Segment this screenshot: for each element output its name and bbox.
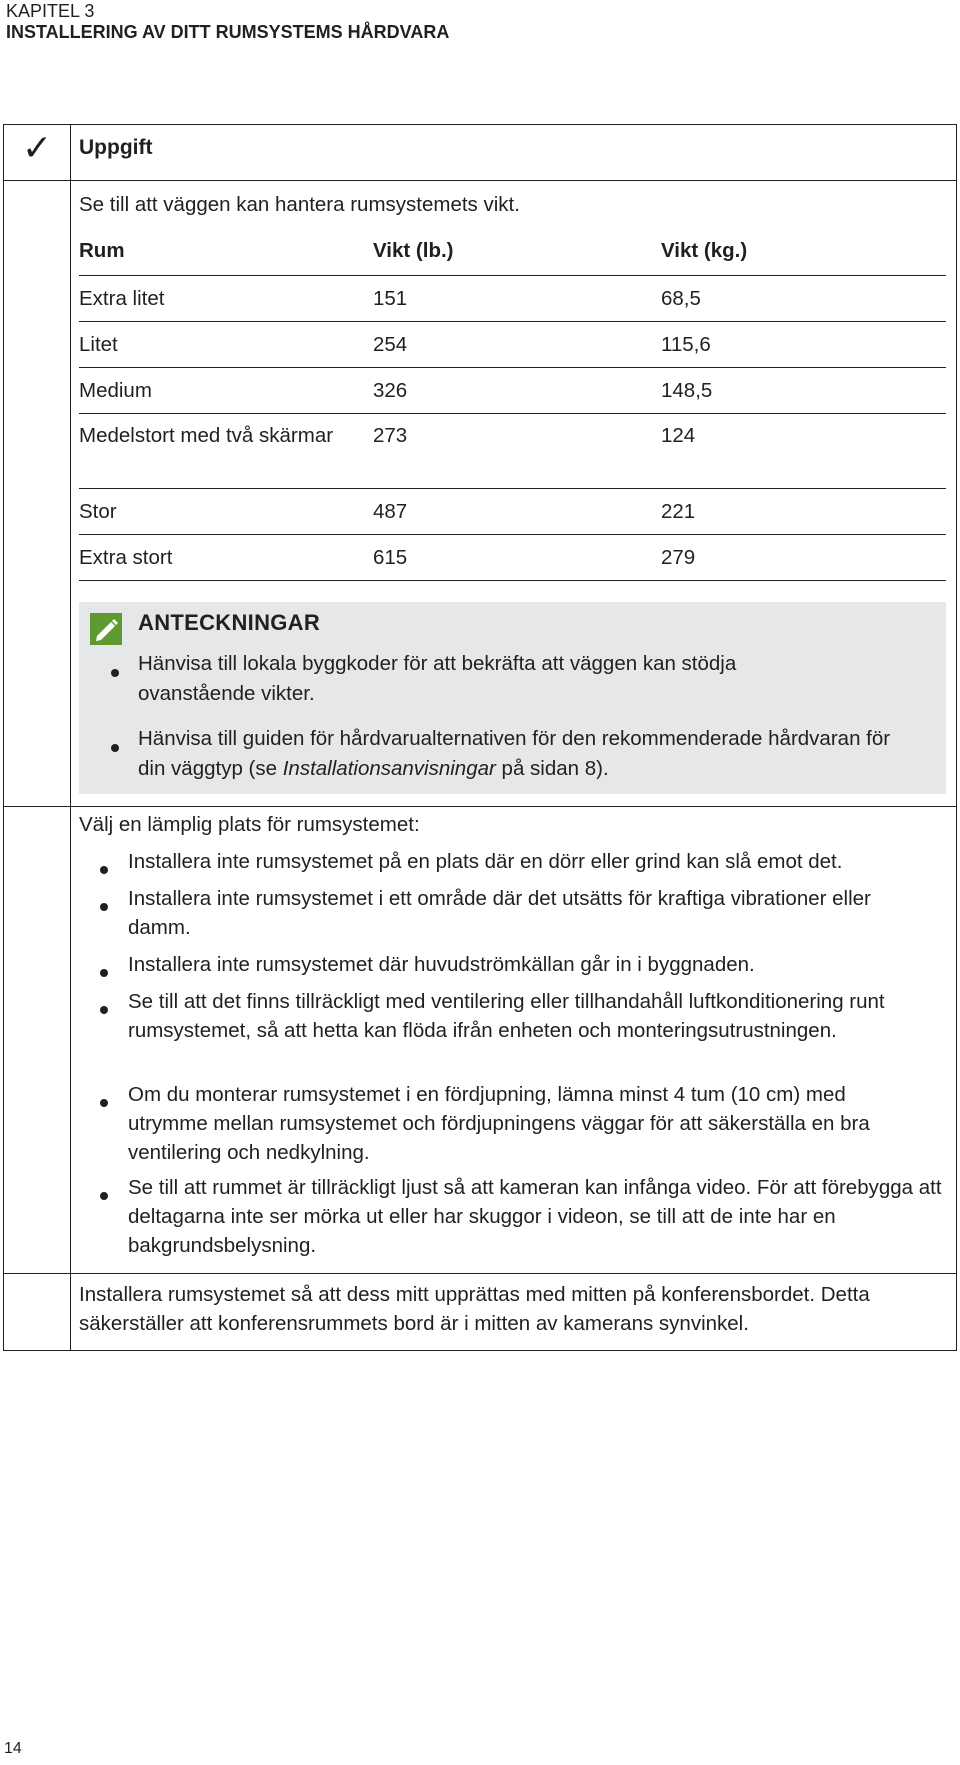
note-item: Hänvisa till lokala byggkoder för att bekräfta att väggen kan stödja ovanstående vikter. <box>138 652 737 705</box>
running-header <box>6 1 449 43</box>
final-instruction: Installera rumsystemet så att dess mitt upprättas med mitten på konferensbordet. Detta säkerställer att konferensrummets bord är i mitten av kamerans synvinkel. <box>79 1283 870 1335</box>
list-item: Installera inte rumsystemet i ett område där det utsätts för kraftiga vibrationer eller damm. <box>128 887 871 939</box>
page-number: 14 <box>4 1740 22 1757</box>
task-row-divider <box>3 806 957 807</box>
list-item: Om du monterar rumsystemet i en fördjupning, lämna minst 4 tum (10 cm) med utrymme mellan rumsystemet och fördjupningens väggar för att säkerställa en bra ventilering och nedkylning. <box>128 1083 870 1164</box>
table-rule <box>79 413 946 414</box>
column-header-room: Rum <box>79 239 125 262</box>
bullet-icon <box>100 866 108 874</box>
bullet-icon <box>111 744 119 752</box>
weight-lb-cell: 254 <box>373 333 408 356</box>
table-rule <box>79 580 946 581</box>
checkmark-icon: ✓ <box>22 127 53 168</box>
weight-lb-cell: 273 <box>373 424 408 447</box>
room-cell: Medelstort med två skärmar <box>79 424 334 447</box>
task-title: Uppgift <box>79 136 153 159</box>
room-cell: Stor <box>79 500 117 523</box>
chapter-title: INSTALLERING AV DITT RUMSYSTEMS HÅRDVARA <box>6 22 450 42</box>
table-rule <box>79 367 946 368</box>
placement-intro: Välj en lämplig plats för rumsystemet: <box>79 813 420 836</box>
column-header-weight-kg: Vikt (kg.) <box>661 239 748 262</box>
table-rule <box>79 275 946 276</box>
list-item: Installera inte rumsystemet på en plats där en dörr eller grind kan slå emot det. <box>128 850 843 873</box>
note-item-text: Hänvisa till guiden för hårdvarualternativen för den rekommenderade hårdvaran för din väggtyp (se <box>138 727 891 780</box>
task-row-divider <box>3 1273 957 1274</box>
chapter-label: KAPITEL 3 <box>6 1 95 21</box>
note-item-text: på sidan 8). <box>495 757 609 780</box>
weight-kg-cell: 279 <box>661 546 696 569</box>
notes-box <box>79 602 946 794</box>
task-table-column-divider <box>70 124 71 1351</box>
column-header-weight-lb: Vikt (lb.) <box>373 239 454 262</box>
bullet-icon <box>100 1099 108 1107</box>
notes-title: ANTECKNINGAR <box>138 610 321 635</box>
room-cell: Medium <box>79 379 152 402</box>
table-rule <box>79 321 946 322</box>
room-cell: Extra stort <box>79 546 173 569</box>
guide-reference: Installationsanvisningar <box>282 757 496 780</box>
table-rule <box>79 534 946 535</box>
weight-lb-cell: 487 <box>373 500 408 523</box>
pencil-note-icon <box>90 613 122 645</box>
bullet-icon <box>100 969 108 977</box>
list-item: Se till att det finns tillräckligt med ventilering eller tillhandahåll luftkonditionering runt rumsystemet, så att hetta kan flöda ifrån enheten och monteringsutrustningen. <box>128 990 885 1042</box>
weight-intro: Se till att väggen kan hantera rumsystemets vikt. <box>79 193 520 216</box>
weight-lb-cell: 326 <box>373 379 408 402</box>
weight-kg-cell: 124 <box>661 424 696 447</box>
list-item: Se till att rummet är tillräckligt ljust så att kameran kan infånga video. För att förebygga att deltagarna inte ser mörka ut eller har skuggor i videon, se till att de inte har en bakgrundsbelysning. <box>128 1176 942 1257</box>
list-item: Installera inte rumsystemet där huvudströmkällan går in i byggnaden. <box>128 953 755 976</box>
weight-kg-cell: 221 <box>661 500 696 523</box>
bullet-icon <box>111 669 119 677</box>
weight-lb-cell: 151 <box>373 287 408 310</box>
room-cell: Litet <box>79 333 118 356</box>
task-header-divider <box>3 180 957 181</box>
weight-kg-cell: 115,6 <box>661 333 711 356</box>
note-item <box>138 724 898 784</box>
weight-kg-cell: 68,5 <box>661 287 701 310</box>
weight-kg-cell: 148,5 <box>661 379 713 402</box>
bullet-icon <box>100 903 108 911</box>
room-cell: Extra litet <box>79 287 165 310</box>
bullet-icon <box>100 1006 108 1014</box>
bullet-icon <box>100 1192 108 1200</box>
weight-lb-cell: 615 <box>373 546 408 569</box>
table-rule <box>79 488 946 489</box>
